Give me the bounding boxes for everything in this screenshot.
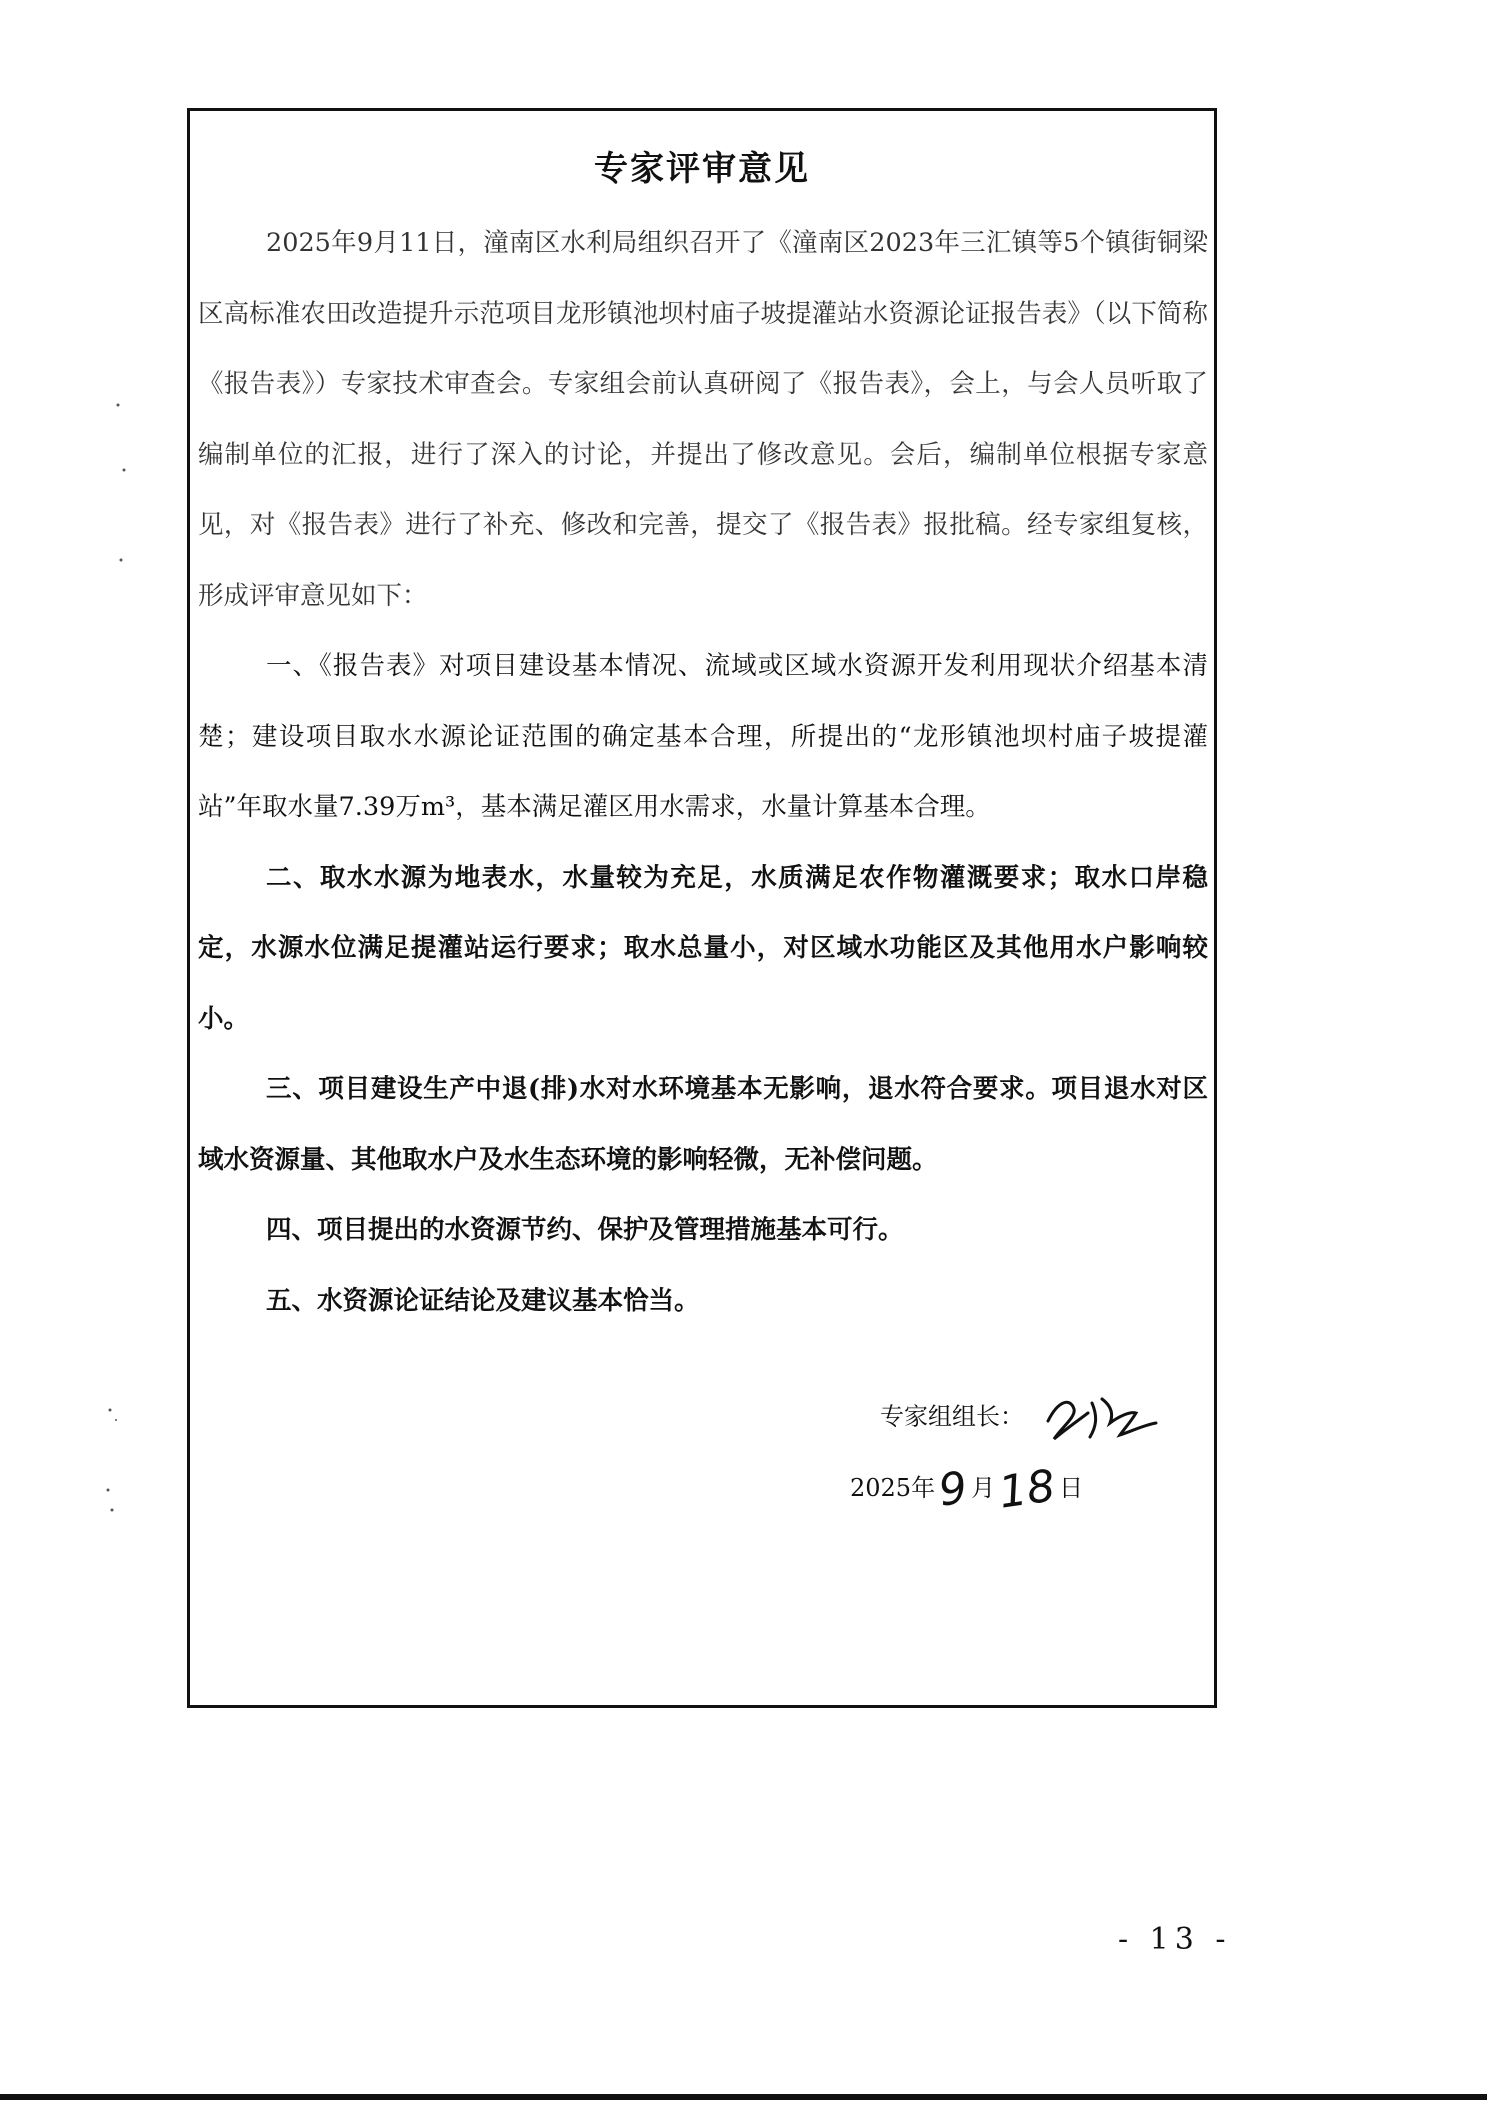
page-number: - 13 - xyxy=(1118,1922,1232,1957)
date-year: 2025年 xyxy=(850,1474,936,1502)
handwritten-signature xyxy=(1040,1383,1160,1453)
date-day-handwritten: 18 xyxy=(995,1460,1059,1519)
document-title: 专家评审意见 xyxy=(594,149,810,189)
signature-label: 专家组组长： xyxy=(880,1402,1024,1431)
date-month-unit: 月 xyxy=(971,1474,996,1502)
signature-line xyxy=(880,1383,1160,1453)
signature-date xyxy=(850,1456,1084,1519)
review-opinion-box xyxy=(187,108,1217,1708)
date-month-handwritten: 9 xyxy=(935,1462,971,1517)
opinion-item-5: 五、水资源论证结论及建议基本恰当。 xyxy=(266,1285,700,1316)
opinion-item-1: 一、《报告表》对项目建设基本情况、流域或区域水资源开发利用现状介绍基本清楚；建设项目取水水源论证范围的确定基本合理，所提出的“龙形镇池坝村庙子坡提灌站”年取水量7.39万m³，基本满足灌区用水需求，水量计算基本合理。 xyxy=(198,651,1208,822)
scan-bottom-edge xyxy=(0,2094,1487,2100)
document-body xyxy=(190,208,1214,1336)
opinion-item-4: 四、项目提出的水资源节约、保护及管理措施基本可行。 xyxy=(266,1215,904,1245)
opinion-item-2: 二、取水水源为地表水，水量较为充足，水质满足农作物灌溉要求；取水口岸稳定，水源水位满足提灌站运行要求；取水总量小，对区域水功能区及其他用水户影响较小。 xyxy=(198,862,1208,1034)
date-day-unit: 日 xyxy=(1059,1474,1084,1502)
intro-paragraph: 2025年9月11日，潼南区水利局组织召开了《潼南区2023年三汇镇等5个镇街铜梁区高标准农田改造提升示范项目龙形镇池坝村庙子坡提灌站水资源论证报告表》（以下简称《报告表》）专家技术审查会。专家组会前认真研阅了《报告表》，会上，与会人员听取了编制单位的汇报，进行了深入的讨论，并提出了修改意见。会后，编制单位根据专家意见，对《报告表》进行了补充、修改和完善，提交了《报告表》报批稿。经专家组复核，形成评审意见如下： xyxy=(198,228,1208,611)
opinion-item-3: 三、项目建设生产中退(排)水对水环境基本无影响，退水符合要求。项目退水对区域水资源量、其他取水户及水生态环境的影响轻微，无补偿问题。 xyxy=(198,1074,1208,1175)
